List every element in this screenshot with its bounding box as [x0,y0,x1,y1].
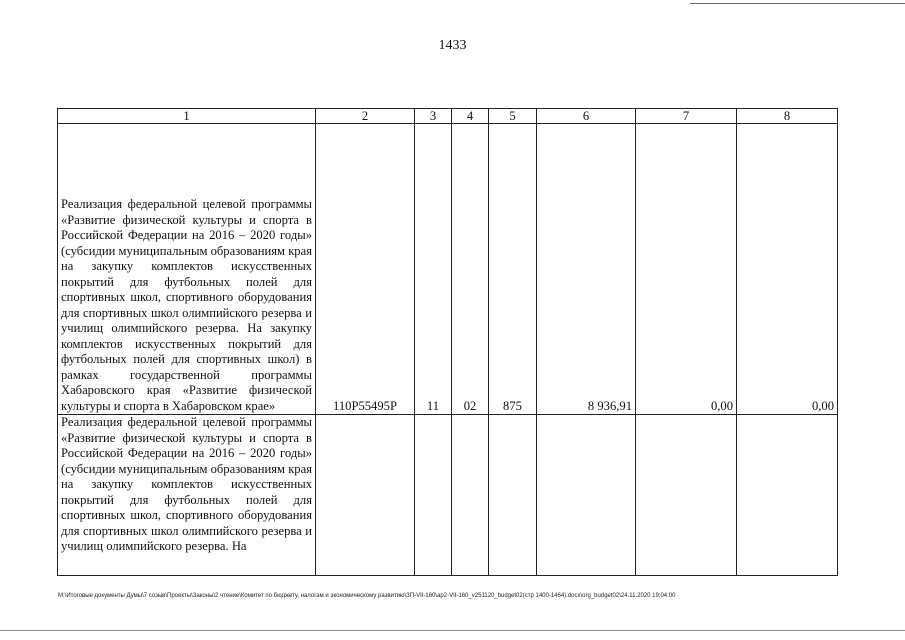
header-col-4: 4 [452,109,489,124]
header-col-6: 6 [537,109,636,124]
row-subsection [452,415,489,576]
header-col-5: 5 [489,109,537,124]
row-target-code: 110P55495P [316,124,415,415]
row-description: Реализация федеральной целевой программы «Развитие физической культуры и спорта в Российской Федерации на 2016 – 2020 годы» (субсидии муниципальным образованиям края на закупку комплектов искусственных покрытий для футбольных полей для спортивных школ, спортивного оборудования для спортивных школ олимпийского резерва и училищ олимпийского резерва. На [58,415,316,576]
row-subsection: 02 [452,124,489,415]
footer-file-path: M:\Итоговые документы Думы\7 созыв\Проекты\Законы\2 чтение\Комитет по бюджету, налогам и экономическому развитию\ЗП-VII-160\ар2-VII-160_v251120_budget02(стр 1400-1464).docx\org_budget02\24.11.2020 19:04:00 [58,593,676,599]
header-col-2: 2 [316,109,415,124]
header-col-7: 7 [636,109,737,124]
header-col-3: 3 [415,109,452,124]
row-amount-col8: 0,00 [737,124,838,415]
header-col-8: 8 [737,109,838,124]
row-section [415,415,452,576]
row-amount-col6: 8 936,91 [537,124,636,415]
row-amount-col7: 0,00 [636,124,737,415]
header-col-1: 1 [58,109,316,124]
table-row [58,415,838,576]
row-amount-col6 [537,415,636,576]
row-expense-type: 875 [489,124,537,415]
row-description: Реализация федеральной целевой программы «Развитие физической культуры и спорта в Российской Федерации на 2016 – 2020 годы» (субсидии муниципальным образованиям края на закупку комплектов искусственных покрытий для футбольных полей для спортивных школ, спортивного оборудования для спортивных школ олимпийского резерва и училищ олимпийского резерва. На закупку комплектов искусственных покрытий для футбольных полей для спортивных школ) в рамках государственной программы Хабаровского края «Развитие физической культуры и спорта в Хабаровском крае» [58,124,316,415]
header-row [58,109,838,124]
row-amount-col7 [636,415,737,576]
table-row [58,124,838,415]
bottom-edge-rule [0,630,905,631]
row-section: 11 [415,124,452,415]
top-edge-rule [690,3,905,4]
page-number: 1433 [438,38,467,53]
row-expense-type [489,415,537,576]
row-amount-col8 [737,415,838,576]
row-target-code [316,415,415,576]
budget-table [57,108,838,576]
